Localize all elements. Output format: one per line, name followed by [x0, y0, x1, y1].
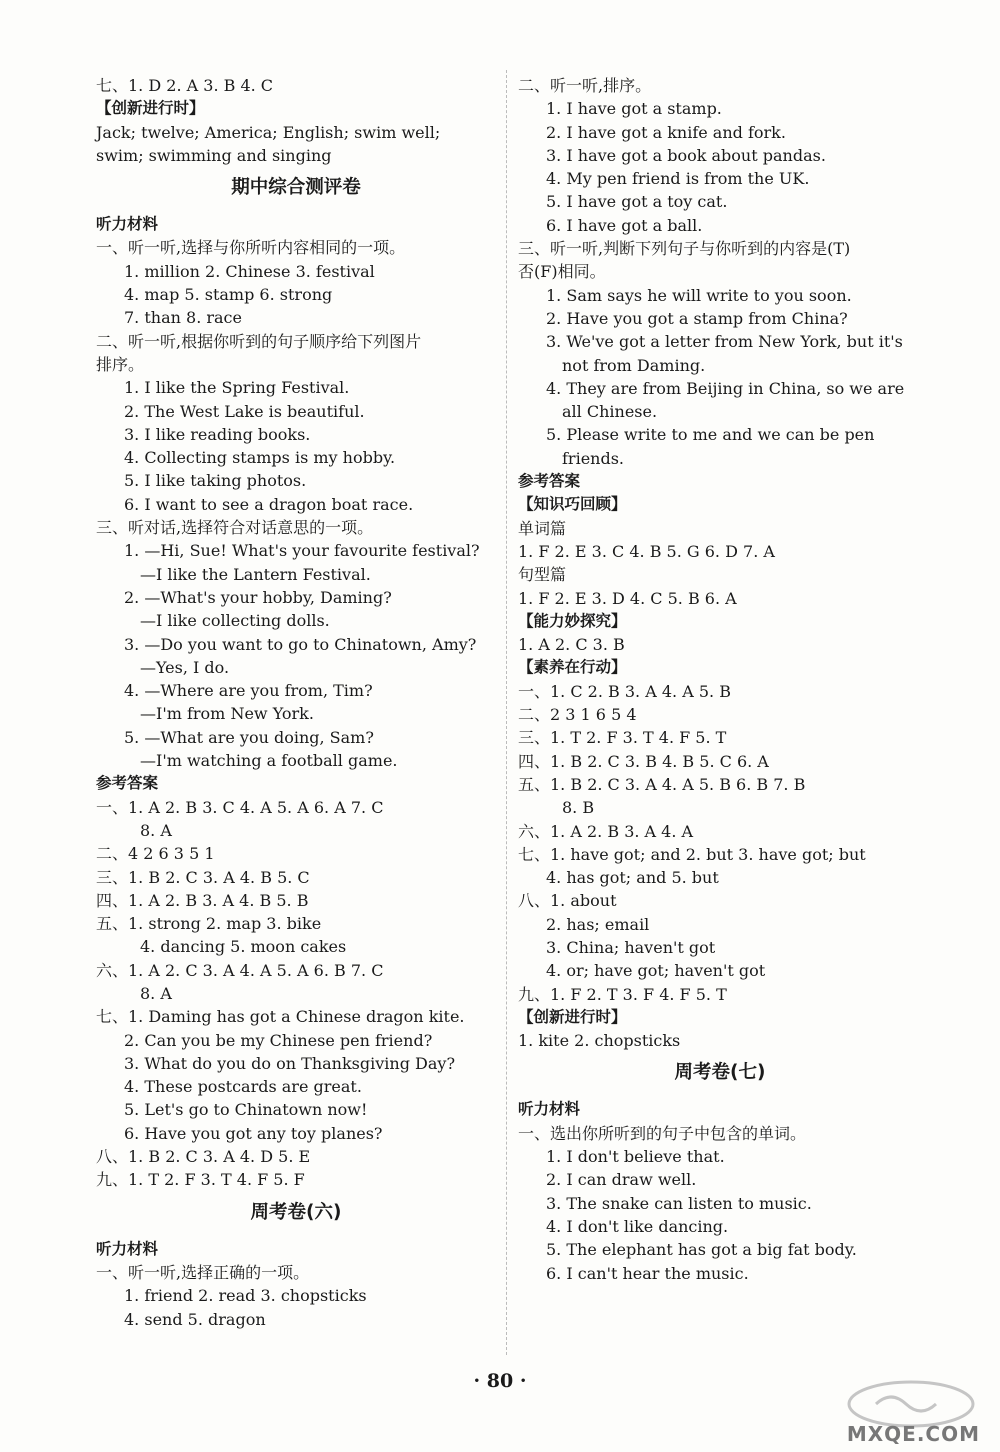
text-line: 2. The West Lake is beautiful. — [124, 401, 365, 421]
text-line: 4. dancing 5. moon cakes — [140, 937, 347, 957]
text-line: 六、1. A 2. C 3. A 4. A 5. A 6. B 7. C — [96, 960, 384, 980]
section-title: 周考卷(六) — [250, 1201, 342, 1223]
text-line: 1. Sam says he will write to you soon. — [546, 285, 852, 305]
section-heading: 参考答案 — [96, 774, 159, 793]
text-line: swim; swimming and singing — [96, 145, 332, 165]
text-line: 1. I don't believe that. — [546, 1147, 725, 1167]
text-line: 二、2 3 1 6 5 4 — [518, 705, 637, 725]
text-line: 6. I want to see a dragon boat race. — [124, 494, 414, 514]
text-line: 单词篇 — [518, 518, 567, 538]
text-line: friends. — [562, 448, 624, 468]
text-line: 2. —What's your hobby, Daming? — [124, 587, 392, 607]
text-line: 二、听一听,根据你听到的句子顺序给下列图片 — [96, 331, 422, 351]
text-line: 1. F 2. E 3. C 4. B 5. G 6. D 7. A — [518, 541, 775, 561]
section-title: 周考卷(七) — [674, 1062, 766, 1084]
text-line: —I'm from New York. — [140, 704, 314, 724]
text-line: 4. Collecting stamps is my hobby. — [124, 448, 396, 468]
text-line: 九、1. T 2. F 3. T 4. F 5. F — [96, 1170, 305, 1190]
section-heading: 听力材料 — [96, 215, 159, 234]
text-line: 4. —Where are you from, Tim? — [124, 681, 373, 701]
text-line: 二、4 2 6 3 5 1 — [96, 844, 215, 864]
text-line: 一、1. C 2. B 3. A 4. A 5. B — [518, 681, 731, 701]
text-line: 1. million 2. Chinese 3. festival — [124, 261, 375, 281]
text-line: 1. F 2. E 3. D 4. C 5. B 6. A — [518, 588, 737, 608]
text-line: 七、1. Daming has got a Chinese dragon kite. — [96, 1007, 465, 1027]
text-line: 八、1. about — [518, 891, 617, 911]
text-line: 一、听一听,选择正确的一项。 — [96, 1262, 310, 1282]
section-heading: 【能力妙探究】 — [518, 611, 627, 630]
section-heading: 【知识巧回顾】 — [518, 495, 627, 514]
text-line: 1. A 2. C 3. B — [518, 635, 625, 655]
column-divider — [506, 70, 508, 1355]
text-line: 2. has; email — [546, 914, 650, 934]
section-title: 期中综合测评卷 — [231, 177, 361, 199]
watermark-text: MXQE.COM — [846, 1422, 980, 1446]
text-line: 排序。 — [96, 354, 145, 374]
text-line: 三、1. B 2. C 3. A 4. B 5. C — [96, 867, 310, 887]
text-line: 六、1. A 2. B 3. A 4. A — [518, 821, 694, 841]
text-line: 五、1. strong 2. map 3. bike — [96, 914, 322, 934]
text-line: 8. A — [140, 820, 172, 840]
text-line: 四、1. A 2. B 3. A 4. B 5. B — [96, 890, 309, 910]
text-line: not from Daming. — [562, 355, 706, 375]
text-line: 1. friend 2. read 3. chopsticks — [124, 1286, 367, 1306]
section-heading: 参考答案 — [518, 472, 581, 491]
text-line: 四、1. B 2. C 3. B 4. B 5. C 6. A — [518, 751, 769, 771]
text-line: 4. These postcards are great. — [124, 1077, 362, 1097]
page-number: · 80 · — [473, 1370, 527, 1392]
text-line: 5. Let's go to Chinatown now! — [124, 1100, 368, 1120]
text-line: 8. A — [140, 983, 172, 1003]
text-line: 2. Can you be my Chinese pen friend? — [124, 1030, 433, 1050]
text-line: 5. Please write to me and we can be pen — [546, 425, 875, 445]
text-line: 一、1. A 2. B 3. C 4. A 5. A 6. A 7. C — [96, 797, 384, 817]
text-line: 6. Have you got any toy planes? — [124, 1123, 383, 1143]
text-line: 3. —Do you want to go to Chinatown, Amy? — [124, 634, 477, 654]
text-line: 4. I don't like dancing. — [546, 1216, 729, 1236]
text-line: Jack; twelve; America; English; swim well; — [96, 122, 441, 142]
text-line: 4. send 5. dragon — [124, 1309, 266, 1329]
text-line: 三、听一听,判断下列句子与你听到的内容是(T) — [518, 239, 851, 259]
text-line: 三、1. T 2. F 3. T 4. F 5. T — [518, 728, 727, 748]
text-line: 3. I have got a book about pandas. — [546, 145, 826, 165]
text-line: 3. The snake can listen to music. — [546, 1193, 812, 1213]
section-heading: 听力材料 — [96, 1239, 159, 1258]
text-line: 2. I have got a knife and fork. — [546, 122, 786, 142]
text-line: all Chinese. — [562, 402, 658, 422]
text-line: 6. I can't hear the music. — [546, 1263, 749, 1283]
text-line: 九、1. F 2. T 3. F 4. F 5. T — [518, 984, 727, 1004]
text-line: 七、1. have got; and 2. but 3. have got; but — [518, 844, 866, 864]
text-line: 2. Have you got a stamp from China? — [546, 308, 848, 328]
text-line: 4. My pen friend is from the UK. — [546, 169, 810, 189]
text-line: 1. I have got a stamp. — [546, 99, 722, 119]
text-line: 1. —Hi, Sue! What's your favourite festival? — [124, 541, 480, 561]
text-line: 五、1. B 2. C 3. A 4. A 5. B 6. B 7. B — [518, 774, 806, 794]
text-line: 2. I can draw well. — [546, 1170, 697, 1190]
text-line: —I like collecting dolls. — [140, 611, 330, 631]
text-line: 7. than 8. race — [124, 308, 242, 328]
text-line: 5. The elephant has got a big fat body. — [546, 1240, 857, 1260]
text-line: 5. I like taking photos. — [124, 471, 307, 491]
section-heading: 听力材料 — [518, 1100, 581, 1119]
section-heading: 【创新进行时】 — [96, 99, 205, 118]
text-line: 5. —What are you doing, Sam? — [124, 727, 374, 747]
section-heading: 【创新进行时】 — [518, 1007, 627, 1026]
text-line: 1. I like the Spring Festival. — [124, 378, 350, 398]
text-line: 否(F)相同。 — [518, 262, 606, 282]
text-line: 一、选出你所听到的句子中包含的单词。 — [518, 1123, 807, 1143]
text-line: 一、听一听,选择与你所听内容相同的一项。 — [96, 238, 406, 258]
text-line: 4. They are from Beijing in China, so we are — [546, 378, 905, 398]
left-column — [96, 74, 496, 1331]
text-line: 句型篇 — [518, 565, 567, 585]
right-column — [518, 74, 922, 1285]
text-line: 3. I like reading books. — [124, 424, 311, 444]
text-line: —I like the Lantern Festival. — [140, 564, 371, 584]
text-line: 6. I have got a ball. — [546, 215, 703, 235]
text-line: 3. What do you do on Thanksgiving Day? — [124, 1053, 456, 1073]
text-line: 8. B — [562, 798, 595, 818]
text-line: 三、听对话,选择符合对话意思的一项。 — [96, 518, 374, 538]
section-heading: 【素养在行动】 — [518, 658, 627, 677]
text-line: 4. or; have got; haven't got — [546, 961, 766, 981]
text-line: —I'm watching a football game. — [140, 751, 398, 771]
text-line: 1. kite 2. chopsticks — [518, 1031, 681, 1051]
text-line: 4. has got; and 5. but — [546, 868, 719, 888]
text-line: 3. China; haven't got — [546, 937, 716, 957]
text-line: 4. map 5. stamp 6. strong — [124, 285, 333, 305]
text-line: 八、1. B 2. C 3. A 4. D 5. E — [96, 1147, 311, 1167]
text-line: 5. I have got a toy cat. — [546, 192, 728, 212]
text-line: 七、1. D 2. A 3. B 4. C — [96, 76, 274, 95]
text-line: 3. We've got a letter from New York, but it's — [546, 332, 903, 352]
text-line: —Yes, I do. — [140, 657, 230, 677]
text-line: 二、听一听,排序。 — [518, 76, 652, 95]
